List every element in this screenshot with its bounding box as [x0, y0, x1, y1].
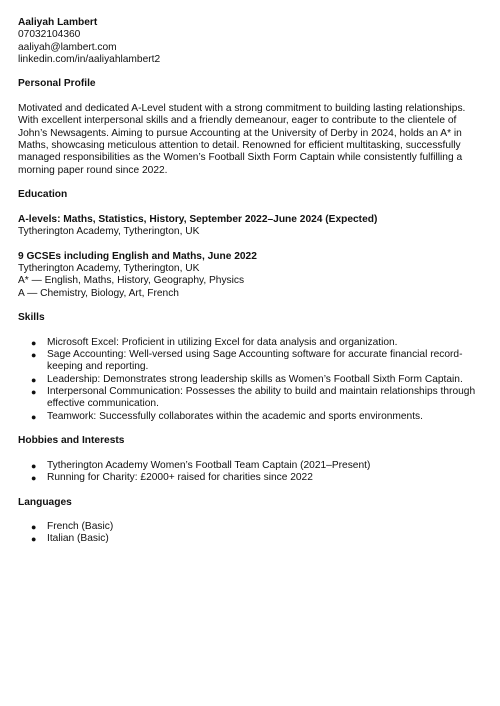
bullet-icon: ●: [31, 460, 37, 471]
list-item: [18, 411, 483, 423]
education-line: A* — English, Maths, History, Geography, Physics: [18, 275, 245, 287]
bullet-icon: ●: [31, 386, 37, 397]
language-text: French (Basic): [47, 521, 114, 533]
bullet-icon: ●: [31, 522, 37, 533]
hobbies-list: [18, 460, 483, 485]
education-line: A — Chemistry, Biology, Art, French: [18, 287, 179, 299]
list-item: [18, 386, 483, 411]
email-address: aaliyah@lambert.com: [18, 41, 117, 53]
section-title-hobbies: Hobbies and Interests: [18, 435, 125, 447]
list-item: [18, 460, 483, 472]
bullet-icon: ●: [31, 350, 37, 361]
skill-text: Leadership: Demonstrates strong leadership skills as Women’s Football Sixth Form Captain.: [47, 373, 463, 385]
bullet-icon: ●: [31, 411, 37, 422]
education-heading: A-levels: Maths, Statistics, History, September 2022–June 2024 (Expected): [18, 213, 378, 225]
bullet-icon: ●: [31, 472, 37, 483]
bullet-icon: ●: [31, 534, 37, 545]
education-section: [18, 189, 483, 300]
section-title-education: Education: [18, 189, 68, 201]
list-item: [18, 374, 483, 386]
list-item: [18, 472, 483, 484]
language-text: Italian (Basic): [47, 533, 109, 545]
list-item: [18, 521, 483, 533]
resume-page: [18, 17, 483, 546]
skill-text: Teamwork: Successfully collaborates within the academic and sports environments.: [47, 410, 423, 422]
education-line: Tytherington Academy, Tytherington, UK: [18, 262, 200, 274]
bullet-icon: ●: [31, 374, 37, 385]
bullet-icon: ●: [31, 337, 37, 348]
education-line: Tytherington Academy, Tytherington, UK: [18, 226, 200, 238]
personal-profile-section: [18, 78, 483, 176]
section-title-skills: Skills: [18, 312, 45, 324]
languages-section: [18, 497, 483, 546]
hobbies-section: [18, 435, 483, 484]
languages-list: [18, 521, 483, 546]
profile-text: Motivated and dedicated A-Level student with a strong commitment to building lasting relationships. With excellent interpersonal skills and a friendly demeanour, eager to contribute to the clientele of John’s Newsagents. Aiming to pursue Accounting at the University of Derby in 2024, holds an A* in Maths, showcasing meticulous attention to detail. Renowned for efficient multitasking, successfully managed responsibilities as the Women’s Football Sixth Form Captain while consistently fulfilling a morning paper round since 2022.: [18, 103, 466, 176]
list-item: [18, 349, 483, 374]
phone-number: 07032104360: [18, 29, 81, 41]
linkedin-url: linkedin.com/in/aaliyahlambert2: [18, 53, 161, 65]
skills-list: [18, 337, 483, 423]
list-item: [18, 337, 483, 349]
skills-section: [18, 312, 483, 423]
education-entry: [18, 251, 483, 300]
section-title-languages: Languages: [18, 496, 72, 508]
section-title-profile: Personal Profile: [18, 78, 96, 90]
hobby-text: Running for Charity: £2000+ raised for charities since 2022: [47, 471, 313, 483]
skill-text: Interpersonal Communication: Possesses the ability to build and maintain relationships through effective communication.: [47, 385, 476, 410]
hobby-text: Tytherington Academy Women’s Football Team Captain (2021–Present): [47, 459, 371, 471]
education-heading: 9 GCSEs including English and Maths, June 2022: [18, 250, 257, 262]
candidate-name: Aaliyah Lambert: [18, 17, 98, 28]
list-item: [18, 533, 483, 545]
skill-text: Microsoft Excel: Proficient in utilizing Excel for data analysis and organization.: [47, 336, 398, 348]
contact-header: [18, 17, 483, 66]
education-entry: [18, 214, 483, 239]
skill-text: Sage Accounting: Well-versed using Sage Accounting software for accurate financial record-keeping and reporting.: [47, 349, 463, 373]
